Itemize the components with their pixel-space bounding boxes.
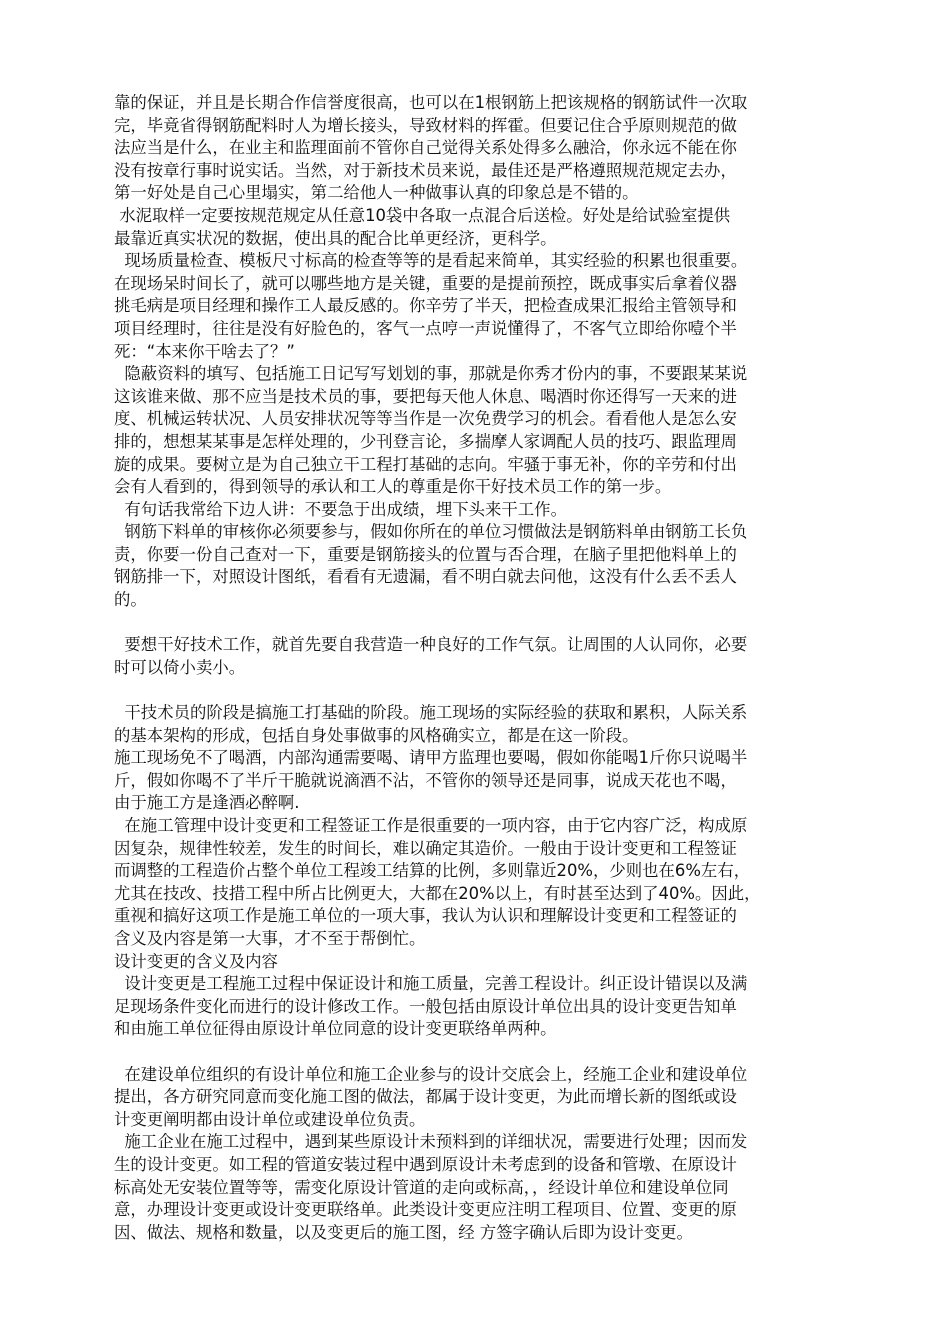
text-line: 设计变更的含义及内容 <box>114 951 278 971</box>
text-line: 钢筋排一下，对照设计图纸，看看有无遗漏，看不明白就去问他，这没有什么丢不丢人 <box>114 567 737 587</box>
text-line: 旋的成果。要树立是为自己独立干工程打基础的志向。牢骚于事无补，你的辛劳和付出 <box>114 454 737 474</box>
text-line: 责，你要一份自己查对一下，重要是钢筋接头的位置与否合理，在脑子里把他料单上的 <box>114 544 737 564</box>
text-line: 现场质量检查、模板尺寸标高的检查等等的是看起来简单，其实经验的积累也很重要。 <box>114 251 748 271</box>
text-line: 的。 <box>114 590 147 610</box>
text-line: 会有人看到的，得到领导的承认和工人的尊重是你干好技术员工作的第一步。 <box>114 477 672 497</box>
text-line: 完，毕竟省得钢筋配料时人为增长接头，导致材料的挥霍。但要记住合乎原则规范的做 <box>114 115 737 135</box>
text-line: 施工企业在施工过程中，遇到某些原设计未预料到的详细状况，需要进行处理；因而发 <box>114 1132 748 1152</box>
text-line: 干技术员的阶段是搞施工打基础的阶段。施工现场的实际经验的获取和累积，人际关系 <box>114 703 748 723</box>
text-line: 最靠近真实状况的数据，使出具的配合比单更经济，更科学。 <box>114 228 557 248</box>
text-line: 时可以倚小卖小。 <box>114 657 246 677</box>
text-line: 法应当是什么，在业主和监理面前不管你自己觉得关系处得多么融洽，你永远不能在你 <box>114 138 737 158</box>
text-line: 的基本架构的形成，包括自身处事做事的风格确实立，都是在这一阶段。 <box>114 725 639 745</box>
document-body <box>114 92 860 1244</box>
text-line: 这该谁来做、那不应当是技术员的事，要把每天他人休息、喝酒时你还得写一天来的进 <box>114 386 737 406</box>
text-line: 挑毛病是项目经理和操作工人最反感的。你辛劳了半天，把检查成果汇报给主管领导和 <box>114 296 737 316</box>
text-line: 意，办理设计变更或设计变更联络单。此类设计变更应注明工程项目、位置、变更的原 <box>114 1200 737 1220</box>
text-line: 第一好处是自己心里塌实，第二给他人一种做事认真的印象总是不错的。 <box>114 183 639 203</box>
text-line: 靠的保证，并且是长期合作信誉度很高，也可以在1根钢筋上把该规格的钢筋试件一次取 <box>114 93 748 112</box>
text-line: 死：“本来你干啥去了？” <box>114 341 295 361</box>
text-line: 提出，各方研究同意而变化施工图的做法，都属于设计变更，为此而增长新的图纸或设 <box>114 1087 737 1107</box>
text-line: 足现场条件变化而进行的设计修改工作。一般包括由原设计单位出具的设计变更告知单 <box>114 996 737 1016</box>
text-line: 由于施工方是逢酒必醉啊. <box>114 793 300 813</box>
blank-line <box>114 1041 860 1064</box>
text-line: 在现场呆时间长了，就可以哪些地方是关键，重要的是提前预控，既成事实后拿着仪器 <box>114 273 737 293</box>
text-line: 施工现场免不了喝酒，内部沟通需要喝、请甲方监理也要喝，假如你能喝1斤你只说喝半 <box>114 748 748 768</box>
text-line: 生的设计变更。如工程的管道安装过程中遇到原设计未考虑到的设备和管墩、在原设计 <box>114 1154 737 1174</box>
blank-line <box>114 612 860 635</box>
text-line: 因复杂，规律性较差，发生的时间长，难以确定其造价。一般由于设计变更和工程签证 <box>114 838 737 858</box>
text-line: 尤其在技改、技措工程中所占比例更大，大都在20%以上，有时甚至达到了40%。因此， <box>114 883 761 903</box>
blank-line <box>114 679 860 702</box>
text-line: 含义及内容是第一大事，才不至于帮倒忙。 <box>114 928 426 948</box>
text-line: 度、机械运转状况、人员安排状况等等当作是一次免费学习的机会。看看他人是怎么安 <box>114 409 737 429</box>
text-line: 排的，想想某某事是怎样处理的，少刊登言论，多揣摩人家调配人员的技巧、跟监理周 <box>114 431 737 451</box>
text-line: 重视和搞好这项工作是施工单位的一项大事，我认为认识和理解设计变更和工程签证的 <box>114 906 737 926</box>
text-line: 斤，假如你喝不了半斤干脆就说滴酒不沾，不管你的领导还是同事，说成天花也不喝， <box>114 770 737 790</box>
text-line: 计变更阐明都由设计单位或建设单位负责。 <box>114 1109 426 1129</box>
text-line: 项目经理时，往往是没有好脸色的，客气一点哼一声说懂得了，不客气立即给你噎个半 <box>114 318 737 338</box>
text-line: 因、做法、规格和数量，以及变更后的施工图，经 方签字确认后即为设计变更。 <box>114 1222 693 1242</box>
text-line: 钢筋下料单的审核你必须要参与，假如你所在的单位习惯做法是钢筋料单由钢筋工长负 <box>114 522 748 542</box>
text-line: 和由施工单位征得由原设计单位同意的设计变更联络单两种。 <box>114 1019 557 1039</box>
text-line: 在建设单位组织的有设计单位和施工企业参与的设计交底会上，经施工企业和建设单位 <box>114 1064 748 1084</box>
text-line: 而调整的工程造价占整个单位工程竣工结算的比例，多则靠近20%，少则也在6%左右， <box>114 861 751 881</box>
text-line: 隐蔽资料的填写、包括施工日记写写划划的事，那就是你秀才份内的事，不要跟某某说 <box>114 364 748 384</box>
text-line: 水泥取样一定要按规范规定从任意10袋中各取一点混合后送检。好处是给试验室提供 <box>114 205 731 225</box>
text-line: 要想干好技术工作，就首先要自我营造一种良好的工作气氛。让周围的人认同你，必要 <box>114 635 748 655</box>
text-line: 标高处无安装位置等等，需变化原设计管道的走向或标高，，经设计单位和建设单位同 <box>114 1177 729 1197</box>
text-line: 没有按章行事时说实话。当然，对于新技术员来说，最佳还是严格遵照规范规定去办， <box>114 160 737 180</box>
text-line: 有句话我常给下边人讲：不要急于出成绩，埋下头来干工作。 <box>114 499 567 519</box>
text-line: 在施工管理中设计变更和工程签证工作是很重要的一项内容，由于它内容广泛，构成原 <box>114 816 748 835</box>
text-line: 设计变更是工程施工过程中保证设计和施工质量，完善工程设计。纠正设计错误以及满 <box>114 974 748 994</box>
